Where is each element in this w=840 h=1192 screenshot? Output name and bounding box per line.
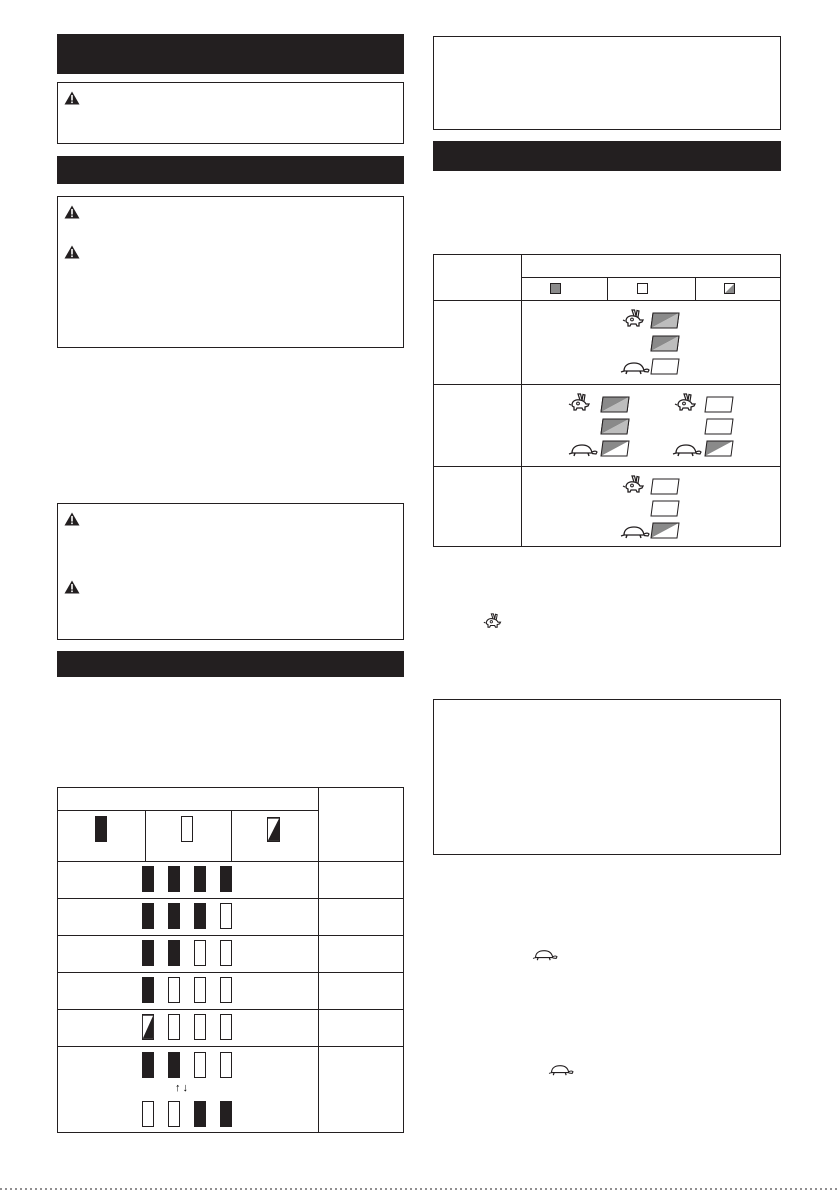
bunny-icon [622,474,646,494]
turtle-icon [548,1064,574,1076]
battery-indicator-table [57,787,404,1133]
legend-swatch-blink [724,283,735,294]
legend-lamp-on [95,816,107,842]
legend-lamp-off [181,816,193,842]
warning-icon [64,512,80,526]
warning-icon [64,91,80,105]
mode-table [433,254,781,547]
lamp-off [650,500,680,517]
crop-marks [0,1186,840,1192]
bunny-icon [483,612,503,629]
lamp-blink [600,440,630,457]
swap-arrows: ↑↓ [175,1082,190,1094]
warning-icon [64,580,80,594]
turtle-icon [672,443,702,457]
legend-swatch-off [637,283,648,294]
warning-icon [64,245,80,259]
note-box-2 [433,699,781,855]
lamp-blink [650,522,680,539]
lamp-off [650,358,680,375]
lamp-blink [704,440,734,457]
lamp-on [650,335,680,352]
lamp-on [600,396,630,413]
section-header-bar-4 [433,141,781,171]
lamp-off [704,418,734,435]
note-box-1 [433,36,781,130]
warning-box-3 [57,503,404,640]
bunny-icon [674,392,698,412]
turtle-icon [620,525,650,539]
lamp-on [650,312,680,329]
legend-lamp-blink [267,817,280,842]
warning-box-1 [57,82,404,144]
lamp-off [704,396,734,413]
turtle-icon [620,361,650,375]
bunny-icon [568,392,592,412]
turtle-icon [532,949,558,961]
section-header-bar-3 [57,651,404,677]
lamp-on [600,418,630,435]
legend-swatch-on [550,283,561,294]
warning-icon [64,205,80,219]
lamp-off [650,478,680,495]
warning-box-2 [57,196,404,348]
bunny-icon [622,308,646,328]
section-header-bar-2 [57,156,404,184]
turtle-icon [568,443,598,457]
section-header-bar-1 [57,34,404,74]
